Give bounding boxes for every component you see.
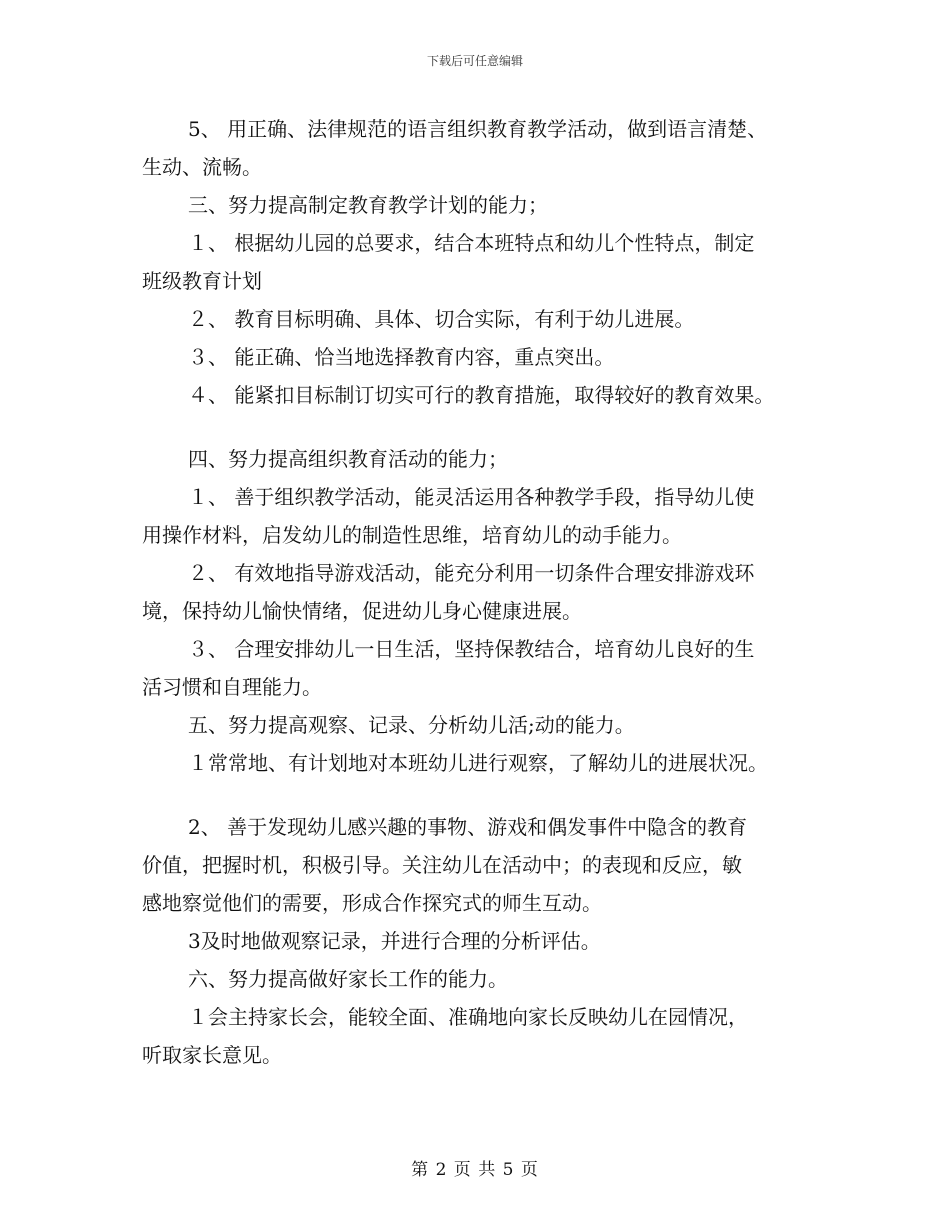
text-line: ２、 教育目标明确、具体、切合实际，有利于幼儿进展。 <box>188 307 695 331</box>
text-line: ３、 合理安排幼儿一日生活，坚持保教结合，培育幼儿良好的生 <box>188 637 755 661</box>
text-line: 六、努力提高做好家长工作的能力。 <box>188 967 508 991</box>
document-body <box>142 110 822 1074</box>
page-footer: 第 2 页 共 5 页 <box>411 1160 539 1180</box>
text-line: 三、努力提高制定教育教学计划的能力； <box>188 193 548 217</box>
paragraph-gap <box>142 782 822 808</box>
text-line: ３、 能正确、恰当地选择教育内容，重点突出。 <box>188 345 615 369</box>
text-line: １常常地、有计划地对本班幼儿进行观察，了解幼儿的进展状况。 <box>188 751 768 775</box>
text-line: ４、 能紧扣目标制订切实可行的教育措施，取得较好的教育效果。 <box>188 383 775 407</box>
text-line: 境，保持幼儿愉快情绪，促进幼儿身心健康进展。 <box>142 599 582 623</box>
text-line: 生动、流畅。 <box>142 155 262 179</box>
text-line: １会主持家长会，能较全面、准确地向家长反映幼儿在园情况， <box>188 1005 748 1029</box>
text-line: 2、 善于发现幼儿感兴趣的事物、游戏和偶发事件中隐含的教育 <box>188 815 748 839</box>
text-line: １、 根据幼儿园的总要求，结合本班特点和幼儿个性特点，制定 <box>188 231 755 255</box>
text-line: 听取家长意见。 <box>142 1043 282 1067</box>
text-line: 用操作材料，启发幼儿的制造性思维，培育幼儿的动手能力。 <box>142 523 682 547</box>
text-line: 5、 用正确、法律规范的语言组织教育教学活动，做到语言清楚、 <box>188 117 768 141</box>
text-line: ２、 有效地指导游戏活动，能充分利用一切条件合理安排游戏环 <box>188 561 755 585</box>
text-line: 四、努力提高组织教育活动的能力； <box>188 447 508 471</box>
text-line: １、 善于组织教学活动，能灵活运用各种教学手段，指导幼儿使 <box>188 485 755 509</box>
text-line: 五、努力提高观察、记录、分析幼儿活;动的能力。 <box>188 713 635 737</box>
text-line: 班级教育计划 <box>142 269 262 293</box>
text-line: 价值，把握时机，积极引导。关注幼儿在活动中；的表现和反应，敏 <box>142 853 742 877</box>
page-header: 下载后可任意编辑 <box>426 54 523 68</box>
text-line: 3及时地做观察记录，并进行合理的分析评估。 <box>188 929 601 953</box>
text-line: 感地察觉他们的需要，形成合作探究式的师生互动。 <box>142 891 602 915</box>
paragraph-gap <box>142 414 822 440</box>
text-line: 活习惯和自理能力。 <box>142 675 322 699</box>
